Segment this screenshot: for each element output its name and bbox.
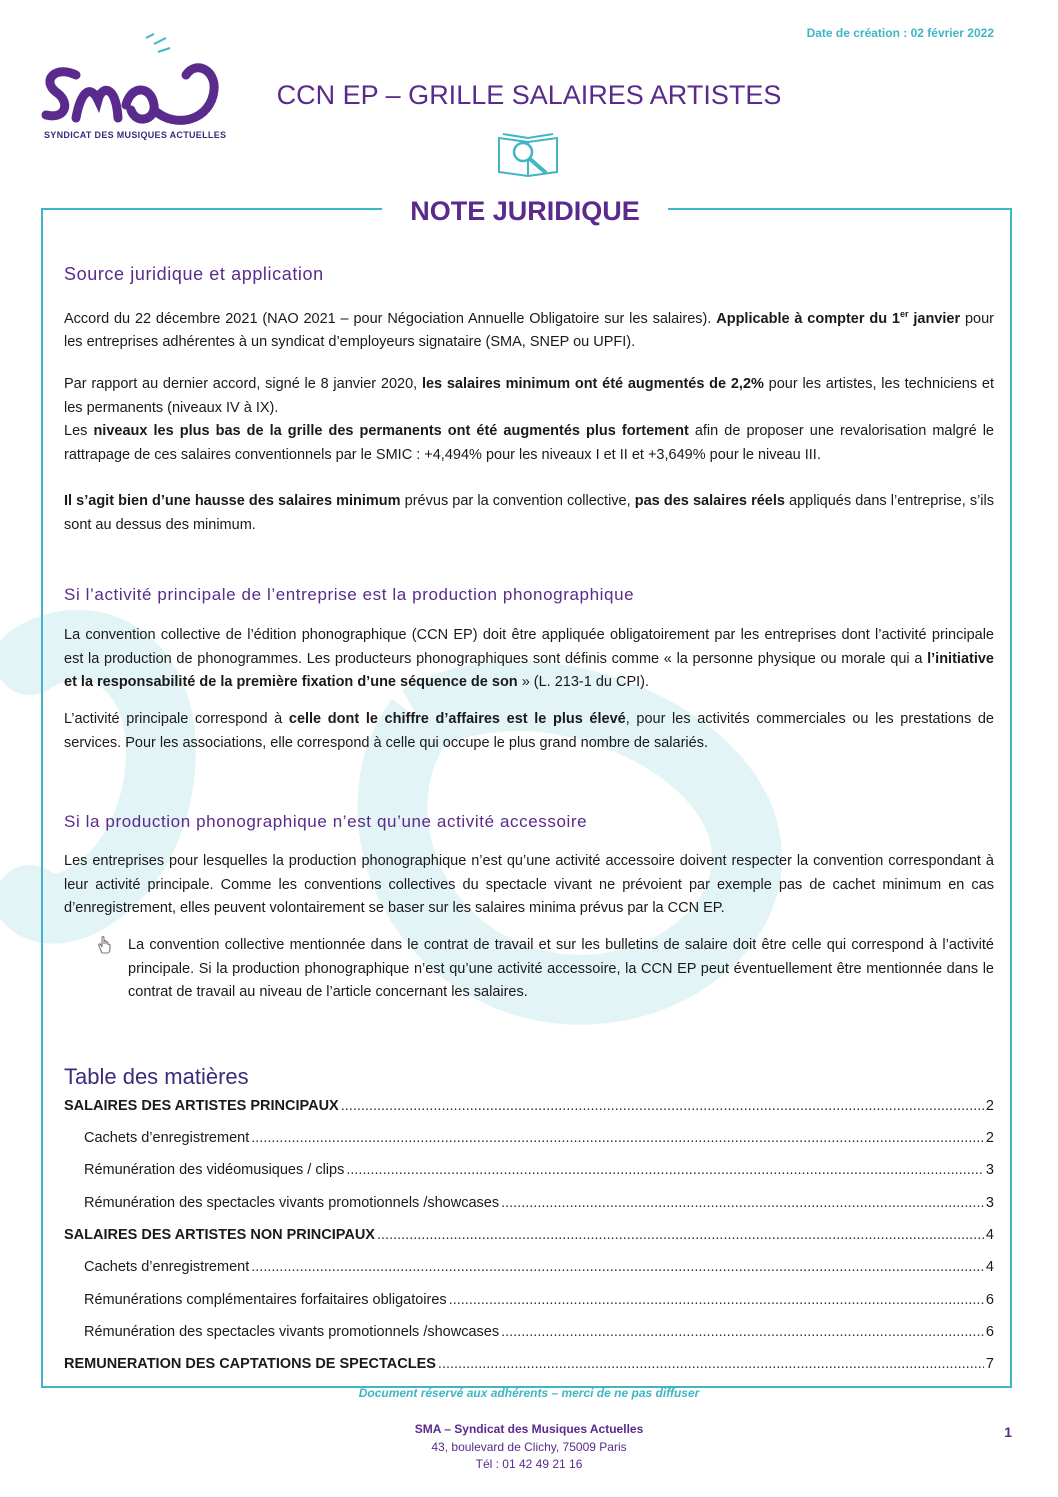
toc-item-cachets-2[interactable] [84,1259,994,1275]
toc-leader [449,1292,984,1308]
footer-org: SMA – Syndicat des Musiques Actuelles [414,1422,644,1436]
toc-leader [501,1195,984,1211]
text-bold: celle dont le chiffre d’affaires est le plus élevé [288,711,626,727]
text: » (L. 213-1 du CPI). [517,674,650,690]
paragraph-ccn-ep [64,624,994,695]
creation-date: Date de création : 02 février 2022 [806,26,994,40]
toc-title: Table des matières [64,1064,249,1089]
confidential-notice: Document réservé aux adhérents – merci de ne pas diffuser [358,1386,700,1400]
toc-leader [251,1130,984,1146]
toc-leader [501,1324,984,1340]
page-number: 1 [1004,1424,1012,1440]
book-magnifier-icon [495,128,561,180]
text: pour les entreprises adhérentes à un syndicat d’employeurs signataire (SMA, SNEP ou UPFI). [64,310,994,351]
toc-label: Cachets d’enregistrement [84,1259,250,1275]
toc-page: 3 [985,1195,994,1211]
toc-page: 6 [985,1292,994,1308]
toc-page: 2 [985,1098,994,1114]
note-convention: La convention collective mentionnée dans le contrat de travail et sur les bulletins de salaire doit être celle qui correspond à l’activité principale. Si la production phonographique n’est qu’une activité accessoire, la CCN EP peut éventuellement être mentionnée dans le contrat de travail au niveau de l’article concernant les salaires. [128,937,994,1000]
toc-label: Cachets d’enregistrement [84,1130,250,1146]
paragraph-main-activity [64,708,994,755]
toc-item-captations[interactable] [64,1356,994,1372]
toc-label: SALAIRES DES ARTISTES PRINCIPAUX [64,1098,339,1114]
toc-label: Rémunération des spectacles vivants promotionnels /showcases [84,1195,500,1211]
footer-phone: Tél : 01 42 49 21 16 [475,1457,583,1471]
paragraph-increase [64,373,994,420]
text-bold: les salaires minimum ont été augmentés de [421,376,731,392]
toc-label: Rémunération des spectacles vivants promotionnels /showcases [84,1324,500,1340]
toc-item-artistes-non-principaux[interactable] [64,1227,994,1243]
text-bold: Applicable à compter du 1 [716,310,900,327]
toc-label: Rémunérations complémentaires forfaitaires obligatoires [84,1292,447,1308]
toc-leader [377,1227,984,1243]
toc-leader [346,1162,984,1178]
text: Les [64,423,94,439]
text: afin de proposer une revalorisation malgré le rattrapage de ces salaires conventionnels par le SMIC : +4,494% pour les niveaux I et II et +3,649% pour le niveau III. [64,423,994,463]
toc-page: 4 [985,1259,994,1275]
toc-item-showcases-1[interactable] [84,1195,994,1211]
text-bold: niveaux les plus bas de la grille des permanents ont été augmentés plus fortement [93,423,689,439]
text-bold: l’initiative et la responsabilité de la première fixation d’une séquence de son [64,650,994,690]
text: pour les artistes, les techniciens et les permanents (niveaux IV à IX). [64,376,994,416]
footer-address: 43, boulevard de Clichy, 75009 Paris [431,1440,627,1454]
toc-item-artistes-principaux[interactable] [64,1098,994,1114]
toc-label: Rémunération des vidéomusiques / clips [84,1162,345,1178]
note-title: NOTE JURIDIQUE [410,196,640,226]
section-title-main-activity: Si l’activité principale de l’entreprise est la production phonographique [64,585,635,604]
toc-page: 2 [985,1130,994,1146]
logo-subtitle: SYNDICAT DES MUSIQUES ACTUELLES [44,130,227,140]
toc-label: REMUNERATION DES CAPTATIONS DE SPECTACLES [64,1356,436,1372]
paragraph-accessory: Les entreprises pour lesquelles la production phonographique n’est qu’une activité accessoire doivent respecter la convention correspondant à leur activité principale. Comme les conventions collectives du spectacle vivant ne prévoient par exemple pas de cachet minimum en cas d’enregistrement, elles peuvent volontairement se baser sur les salaires minima prévus par la CCN EP. [64,853,994,916]
text-bold: janvier [908,310,961,327]
toc-leader [438,1356,984,1372]
toc-label: SALAIRES DES ARTISTES NON PRINCIPAUX [64,1227,375,1243]
page-title [0,80,1058,111]
paragraph-minimum [64,490,994,537]
section-title-source: Source juridique et application [64,264,324,284]
toc-leader [251,1259,984,1275]
text-bold: pas des salaires réels [634,493,785,509]
section-title-accessory: Si la production phonographique n’est qu’une activité accessoire [64,812,588,831]
superscript: er [900,309,909,319]
toc-page: 3 [985,1162,994,1178]
text: appliqués dans l’entreprise, s’ils sont au dessus des minimum. [64,493,994,533]
text-bold: Il s’agit bien d’une hausse des salaires minimum [64,493,401,509]
text: Par rapport au dernier accord, signé le 8 janvier 2020, [64,376,422,392]
toc-item-videomusiques[interactable] [84,1162,994,1178]
toc-page: 4 [985,1227,994,1243]
page-title-text: CCN EP – GRILLE SALAIRES ARTISTES [276,80,782,110]
toc-page: 6 [985,1324,994,1340]
toc-item-cachets-1[interactable] [84,1130,994,1146]
toc-leader [341,1098,984,1114]
text: , pour les activités commerciales ou les prestations de services. Pour les associations, elle correspond à celle qui occupe le plus grand nombre de salariés. [64,711,994,751]
text-bold: 2,2% [730,376,764,392]
paragraph-accord [64,303,994,355]
text: Accord du 22 décembre 2021 (NAO 2021 – pour Négociation Annuelle Obligatoire sur les salaires). [64,310,717,327]
text: La convention collective de l’édition phonographique (CCN EP) doit être appliquée obligatoirement par les entreprises dont l’activité principale est la production de phonogrammes. Les producteurs phonographiques sont définis comme « la personne physique ou morale qui a [64,627,994,667]
toc-page: 7 [985,1356,994,1372]
hand-pointer-icon [96,935,112,955]
text: prévus par la convention collective, [400,493,635,509]
toc-item-remunerations-forfaitaires[interactable] [84,1292,994,1308]
toc-item-showcases-2[interactable] [84,1324,994,1340]
paragraph-low-levels [64,420,994,467]
text: L’activité principale correspond à [64,711,289,727]
